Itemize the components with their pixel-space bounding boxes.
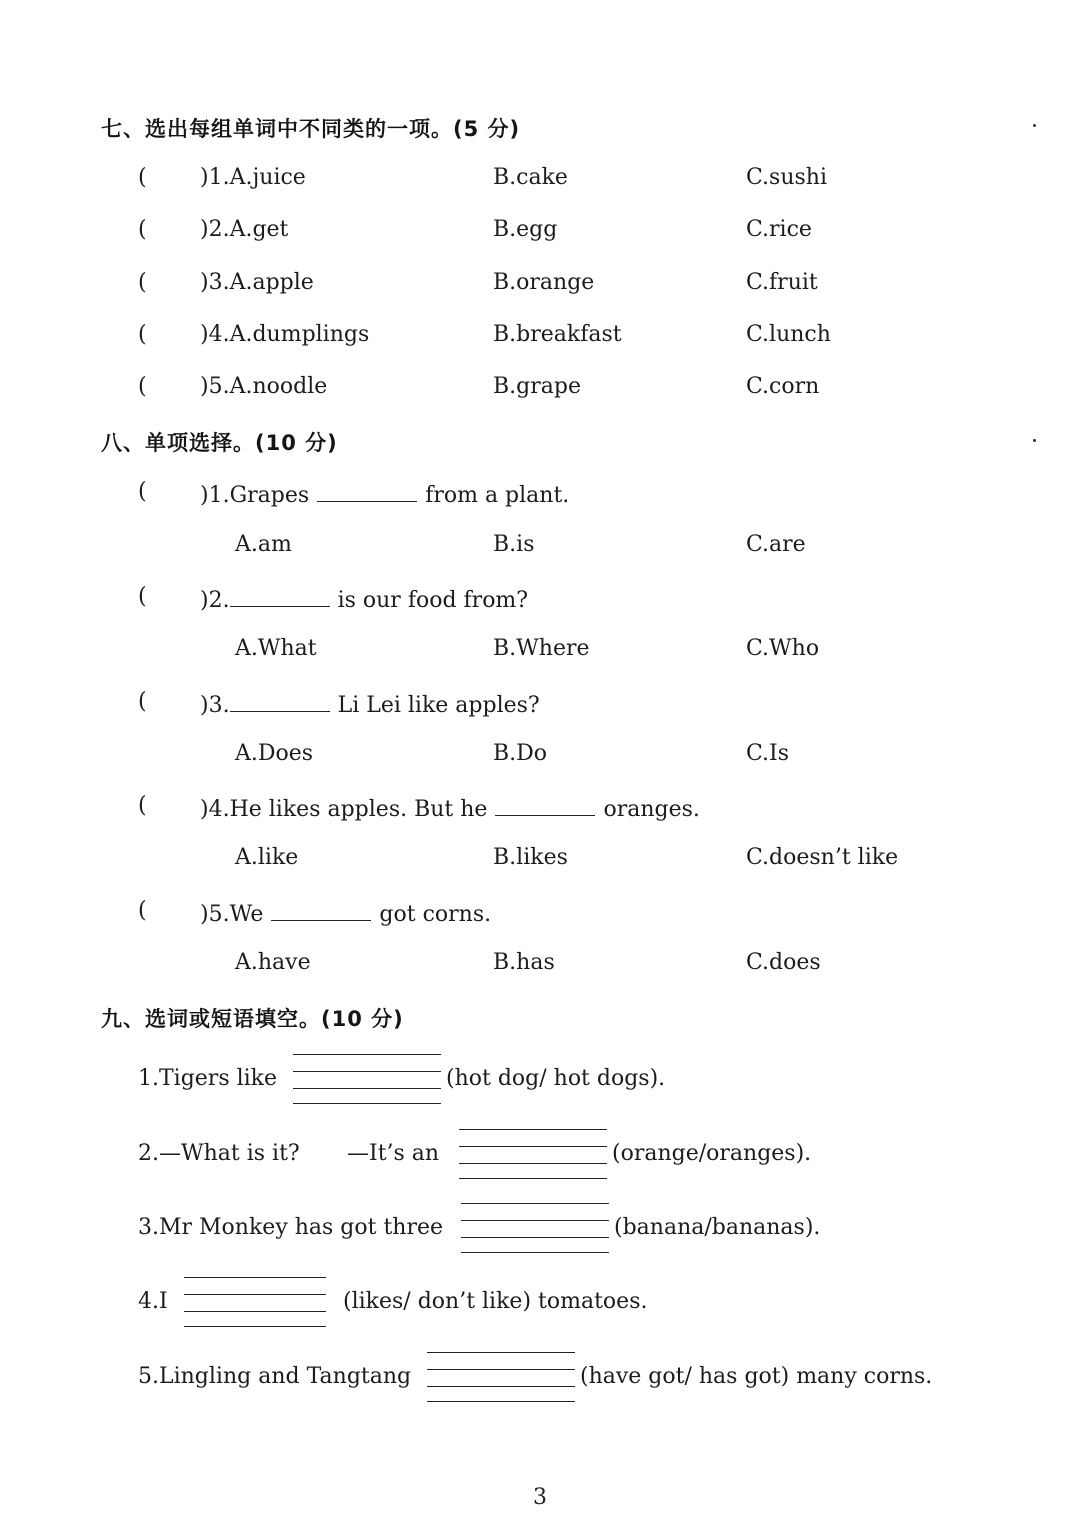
choice-hint: (hot dog/ hot dogs).: [446, 1066, 666, 1091]
answer-lines[interactable]: [293, 1054, 441, 1106]
option-b: B.is: [493, 532, 535, 557]
item-question: )4.A.dumplings: [200, 322, 370, 347]
option-b: B.egg: [493, 217, 558, 242]
worksheet-page: 七、选出每组单词中不同类的一项。(5 分) ( )1.A.juice B.cake C.sushi ( )2.A.get B.egg C.rice ( )3.A.apple B.orange C.fruit ( )4.A.dumplings B.breakfast C.lunch ( )5.A.noodle B.grape C.corn 八、单项选择。(10 分) ( )1.Grapes from a plant. A.am B.is C.are ( )2. is our food from? A.What B.Where C.Who ( )3. Li Lei like apples? A.Does B.Do C.Is ( )4.He likes apples. But he oranges. A.like B.likes C.doesn’t like ( )5.We got corns. A.have B.has C.does 九、选词或短语填空。(10 分) 1.Tigers like (hot dog/ hot dogs). 2.—What is it? —It’s an (orange/oranges). 3.Mr Monkey has got three (banana/bananas). 4.I (likes/ don’t like) tomatoes. 5.Lingling and Tangtang (have got/ has got) many corns. 3: [0, 0, 1080, 1527]
option-a: A.What: [235, 636, 317, 661]
option-c: C.does: [746, 950, 821, 975]
item-question: )1.Grapes from a plant.: [200, 479, 569, 508]
option-a: A.am: [235, 532, 292, 557]
item-answer-prompt: —It’s an: [347, 1141, 440, 1166]
option-b: B.breakfast: [493, 322, 622, 347]
option-c: C.fruit: [746, 270, 818, 295]
option-a: A.have: [235, 950, 311, 975]
item-question: )1.A.juice: [200, 165, 306, 190]
option-b: B.has: [493, 950, 555, 975]
section8-heading: 八、单项选择。(10 分): [101, 431, 338, 455]
option-b: B.grape: [493, 374, 581, 399]
option-a: A.like: [235, 845, 299, 870]
option-a: A.Does: [235, 741, 314, 766]
item-question: )5.A.noodle: [200, 374, 328, 399]
section7-heading: 七、选出每组单词中不同类的一项。(5 分): [101, 117, 521, 141]
margin-dot: [1033, 439, 1036, 442]
item-question: 1.Tigers like: [138, 1066, 278, 1091]
answer-lines[interactable]: [427, 1352, 575, 1404]
option-c: C.Is: [746, 741, 790, 766]
item-question: 2.—What is it?: [138, 1141, 300, 1166]
option-c: C.Who: [746, 636, 820, 661]
answer-blank[interactable]: [271, 898, 371, 921]
answer-blank[interactable]: [230, 584, 330, 607]
option-c: C.are: [746, 532, 806, 557]
answer-blank[interactable]: [317, 479, 417, 502]
choice-hint: (banana/bananas).: [614, 1215, 821, 1240]
item-question: )3.A.apple: [200, 270, 314, 295]
option-c: C.corn: [746, 374, 820, 399]
answer-lines[interactable]: [461, 1203, 609, 1255]
item-question: )2. is our food from?: [200, 584, 528, 613]
answer-lines[interactable]: [184, 1277, 326, 1329]
answer-lines[interactable]: [459, 1129, 607, 1181]
option-c: C.sushi: [746, 165, 827, 190]
option-c: C.doesn’t like: [746, 845, 899, 870]
option-c: C.rice: [746, 217, 812, 242]
item-question: )4.He likes apples. But he oranges.: [200, 793, 700, 822]
item-question: )3. Li Lei like apples?: [200, 689, 540, 718]
choice-hint: (have got/ has got) many corns.: [580, 1364, 933, 1389]
answer-blank[interactable]: [230, 689, 330, 712]
item-question: 3.Mr Monkey has got three: [138, 1215, 444, 1240]
page-number: 3: [533, 1485, 547, 1510]
option-b: B.likes: [493, 845, 568, 870]
option-c: C.lunch: [746, 322, 831, 347]
item-question: )5.We got corns.: [200, 898, 491, 927]
margin-dot: [1033, 124, 1036, 127]
item-question: 5.Lingling and Tangtang: [138, 1364, 412, 1389]
item-question: 4.I: [138, 1289, 168, 1314]
option-b: B.Where: [493, 636, 590, 661]
choice-hint: (orange/oranges).: [612, 1141, 812, 1166]
section9-heading: 九、选词或短语填空。(10 分): [101, 1007, 404, 1031]
item-question: )2.A.get: [200, 217, 289, 242]
option-b: B.Do: [493, 741, 548, 766]
answer-blank[interactable]: [495, 793, 595, 816]
option-b: B.cake: [493, 165, 568, 190]
option-b: B.orange: [493, 270, 595, 295]
choice-hint: (likes/ don’t like) tomatoes.: [343, 1289, 648, 1314]
